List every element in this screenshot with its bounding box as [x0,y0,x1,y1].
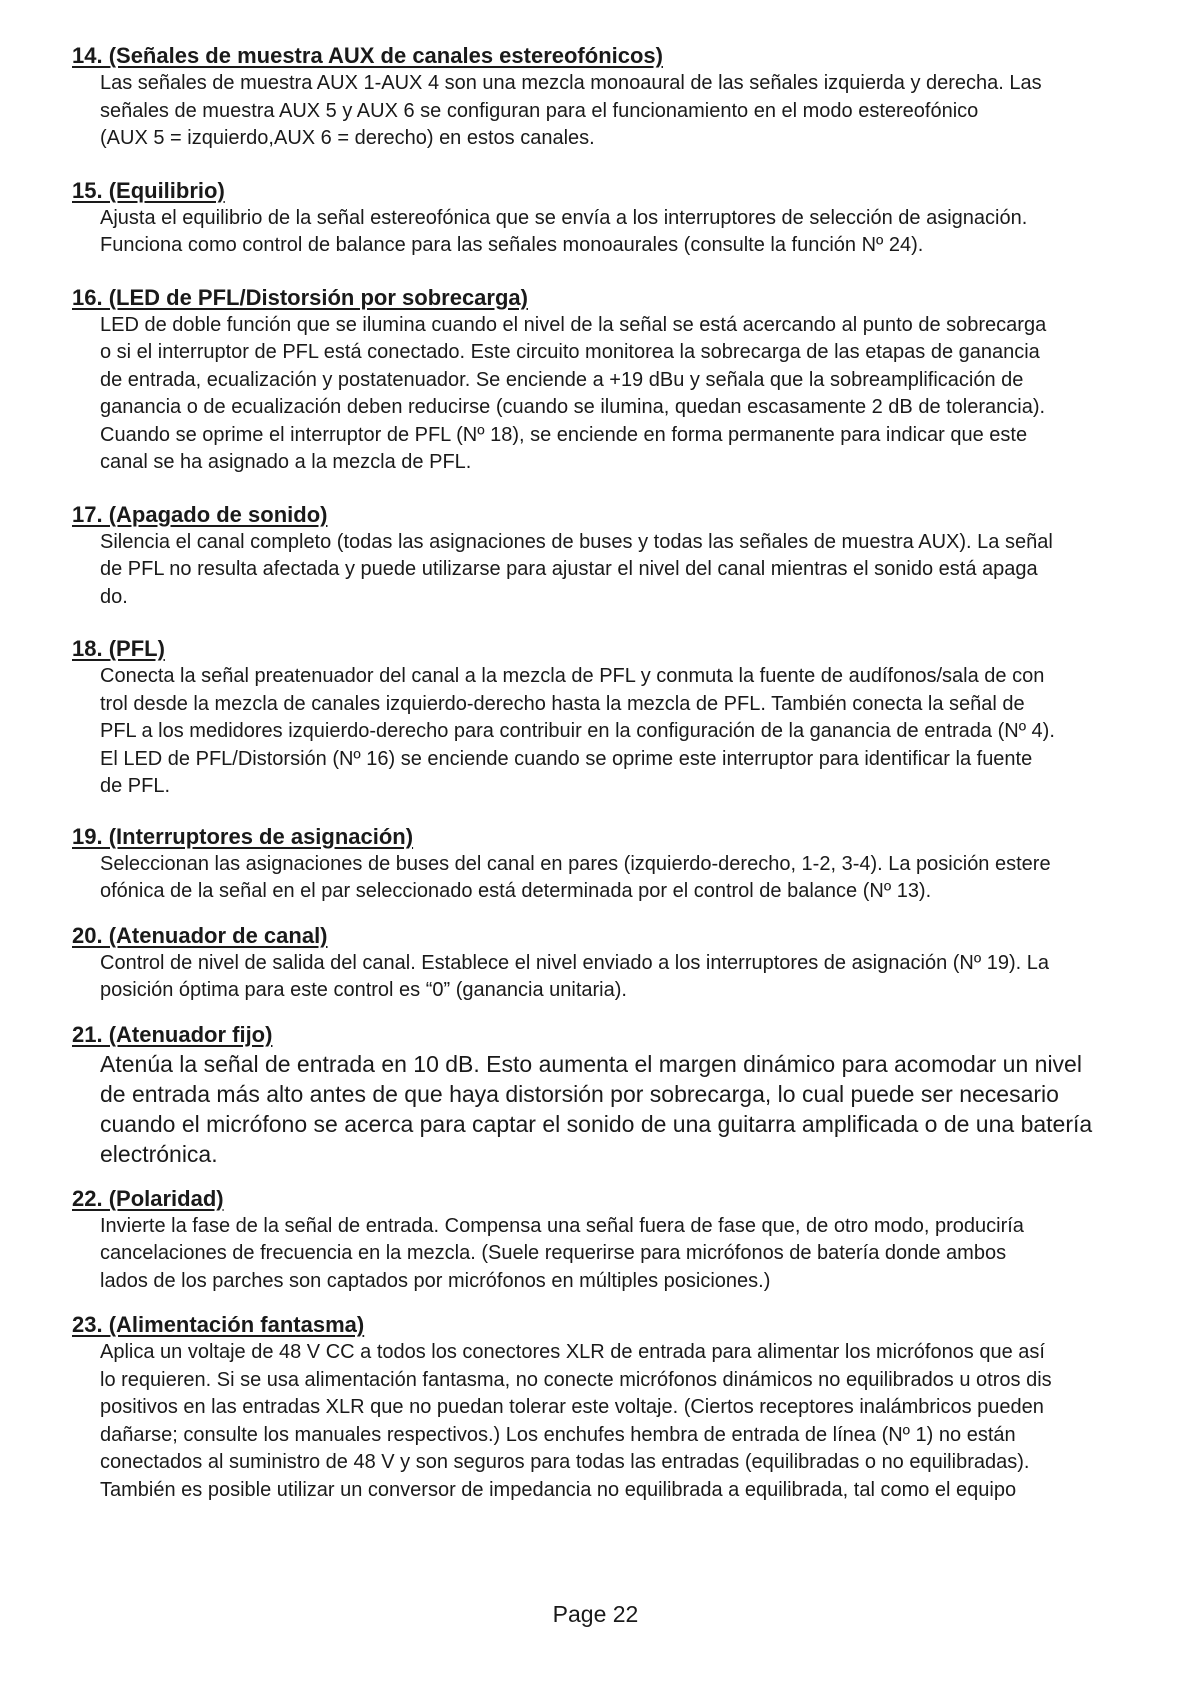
section-body: LED de doble función que se ilumina cuando el nivel de la señal se está acercando al punto de sobrecarga o si el interruptor de PFL está conectado. Este circuito monitorea la sobrecarga de las etapas de ganancia de entrada, ecualización y postatenuador. Se enciende a +19 dBu y señala que la sobreamplificación de ganancia o de ecualización deben reducirse (cuando se ilumina, quedan escasamente 2 dB de tolerancia). Cuando se oprime el interruptor de PFL (Nº 18), se enciende en forma permanente para indicar que este canal se ha asignado a la mezcla de PFL. [100,313,1047,473]
section-18 [72,635,1162,801]
section-body: Invierte la fase de la señal de entrada. Compensa una señal fuera de fase que, de otro modo, produciría cancelaciones de frecuencia en la mezcla. (Suele requerirse para micrófonos de batería donde ambos lados de los parches son captados por micrófonos en múltiples posiciones.) [100,1214,1024,1292]
section-heading: 17. (Apagado de sonido) [72,501,328,527]
section-19 [72,823,1162,906]
section-15 [72,177,1162,260]
section-heading: 20. (Atenuador de canal) [72,922,328,948]
section-body: Control de nivel de salida del canal. Establece el nivel enviado a los interruptores de asignación (Nº 19). La posición óptima para este control es “0” (ganancia unitaria). [100,951,1049,1001]
section-body: Atenúa la señal de entrada en 10 dB. Esto aumenta el margen dinámico para acomodar un nivel de entrada más alto antes de que haya distorsión por sobrecarga, lo cual puede ser necesario cuando el micrófono se acerca para captar el sonido de una guitarra amplificada o de una batería electrónica. [100,1050,1093,1167]
section-heading: 15. (Equilibrio) [72,177,225,203]
section-body: Silencia el canal completo (todas las asignaciones de buses y todas las señales de muestra AUX). La señal de PFL no resulta afectada y puede utilizarse para ajustar el nivel del canal mientras el sonido está apaga do. [100,530,1053,608]
section-heading: 16. (LED de PFL/Distorsión por sobrecarga) [72,284,528,310]
section-body: Aplica un voltaje de 48 V CC a todos los conectores XLR de entrada para alimentar los micrófonos que así lo requieren. Si se usa alimentación fantasma, no conecte micrófonos dinámicos no equilibrados u otros dis positivos en las entradas XLR que no puedan tolerar este voltaje. (Ciertos receptores inalámbricos pueden dañarse; consulte los manuales respectivos.) Los enchufes hembra de entrada de línea (Nº 1) no están conectados al suministro de 48 V y son seguros para todas las entradas (equilibradas o no equilibradas). También es posible utilizar un conversor de impedancia no equilibrada a equilibrada, tal como el equipo [100,1341,1052,1501]
section-17 [72,501,1162,612]
section-body: Ajusta el equilibrio de la señal estereofónica que se envía a los interruptores de selección de asignación. Funciona como control de balance para las señales monoaurales (consulte la función Nº 24). [100,206,1028,256]
section-22 [72,1185,1162,1296]
section-heading: 22. (Polaridad) [72,1185,224,1211]
section-body: Conecta la señal preatenuador del canal a la mezcla de PFL y conmuta la fuente de audífonos/sala de con trol desde la mezcla de canales izquierdo-derecho hasta la mezcla de PFL. También conecta la señal de PFL a los medidores izquierdo-derecho para contribuir en la configuración de la ganancia de entrada (Nº 4). El LED de PFL/Distorsión (Nº 16) se enciende cuando se oprime este interruptor para identificar la fuente de PFL. [100,665,1055,797]
section-body: Las señales de muestra AUX 1-AUX 4 son una mezcla monoaural de las señales izquierda y derecha. Las señales de muestra AUX 5 y AUX 6 se configuran para el funcionamiento en el modo estereofónico (AUX 5 = izquierdo,AUX 6 = derecho) en estos canales. [100,72,1042,149]
section-16 [72,284,1162,477]
section-14 [72,42,1162,153]
manual-page [72,42,1162,1504]
page-number: Page 22 [552,1601,639,1627]
section-heading: 23. (Alimentación fantasma) [72,1312,365,1337]
section-heading: 14. (Señales de muestra AUX de canales estereofónicos) [72,43,663,68]
section-heading: 19. (Interruptores de asignación) [72,823,414,849]
section-body: Seleccionan las asignaciones de buses del canal en pares (izquierdo-derecho, 1-2, 3-4). La posición estere ofónica de la señal en el par seleccionado está determinada por el control de balance (Nº 13). [100,852,1051,902]
section-heading: 21. (Atenuador fijo) [72,1021,273,1047]
section-21 [72,1021,1162,1169]
section-heading: 18. (PFL) [72,636,165,661]
section-23 [72,1311,1162,1504]
section-20 [72,922,1162,1005]
